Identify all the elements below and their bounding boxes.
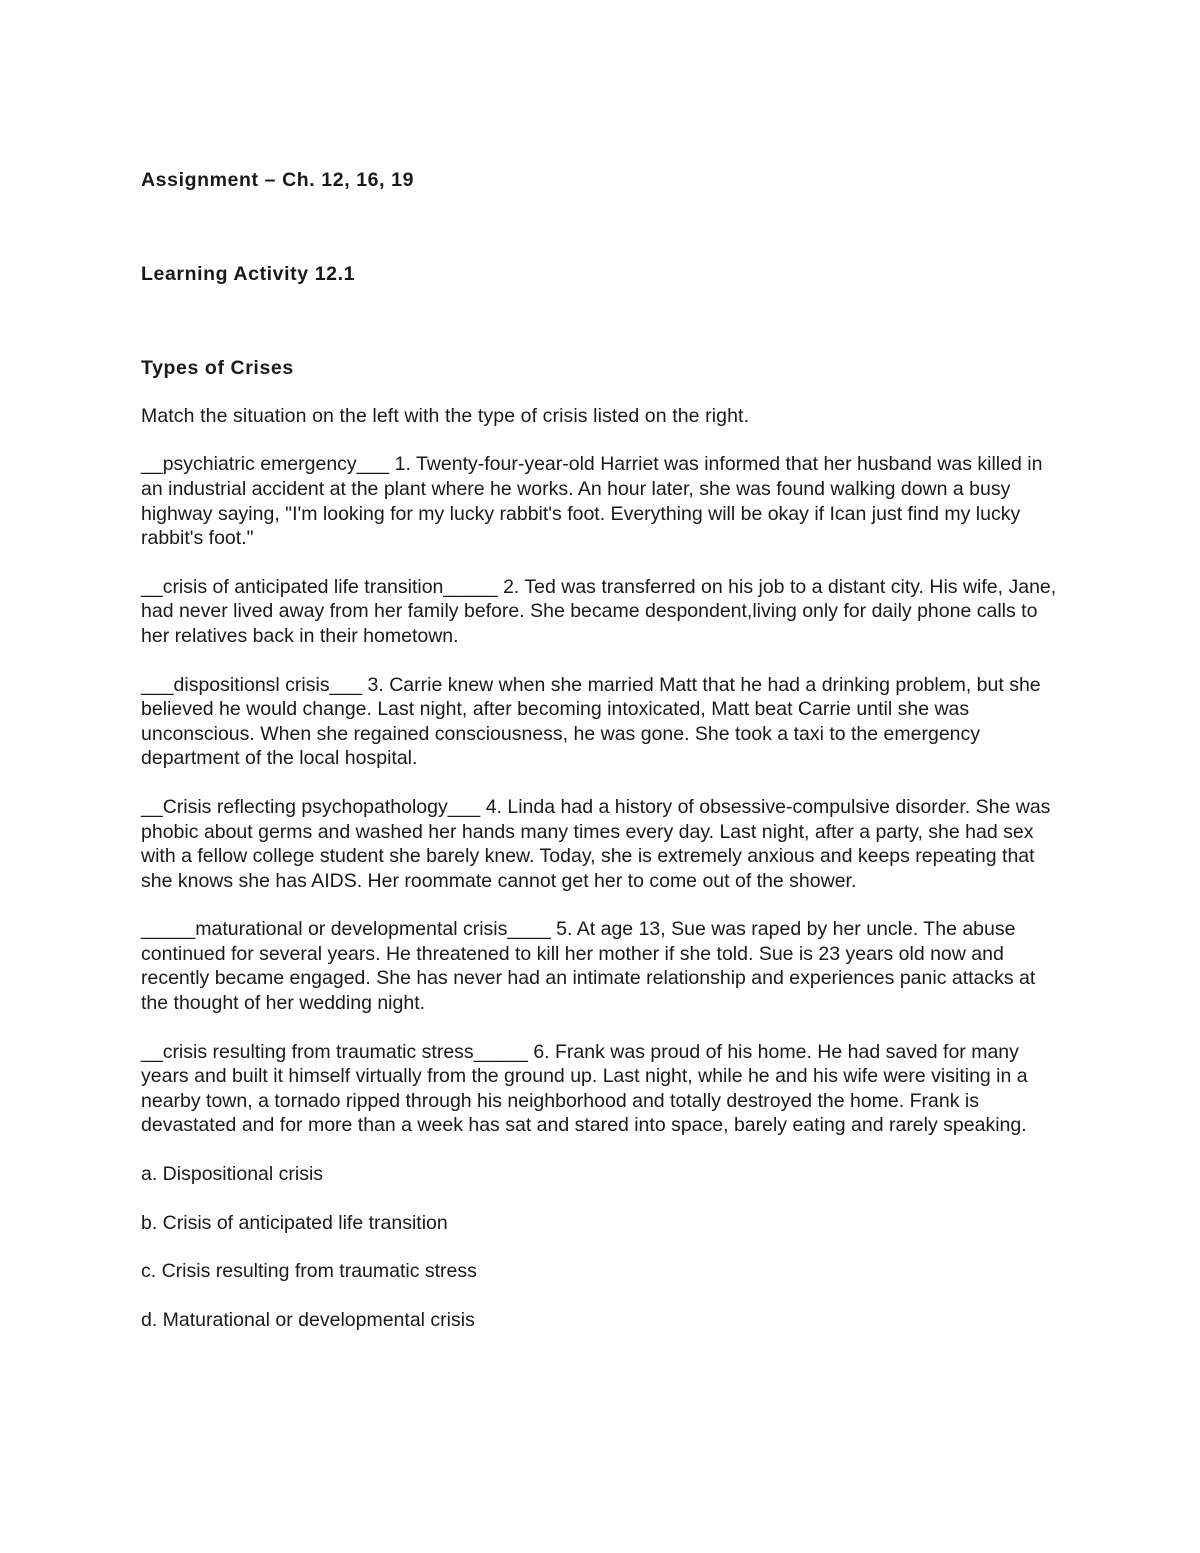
scenario-text-6: 6. Frank was proud of his home. He had saved for many years and built it himself virtually from the ground up. Last night, while he and his wife were visiting in a nearby town, a tornado ripped through his neighborhood and totally destroyed the home. Frank is devastated and for more than a week has sat and stared into space, barely eating and rarely speaking. [141,1040,1028,1137]
matching-item-6 [141,1040,1061,1138]
scenario-text-5: 5. At age 13, Sue was raped by her uncle. The abuse continued for several years. He threatened to kill her mother if she told. Sue is 23 years old now and recently became engaged. She has never had an intimate relationship and experiences panic attacks at the thought of her wedding night. [141,918,1036,1015]
matching-item-4 [141,795,1061,893]
section-heading: Types of Crises [141,357,294,380]
option-b: b. Crisis of anticipated life transition [141,1211,448,1234]
scenario-text-3: 3. Carrie knew when she married Matt that he had a drinking problem, but she believed he would change. Last night, after becoming intoxicated, Matt beat Carrie until she was unconscious. When she regained consciousness, he was gone. She took a taxi to the emergency department of the local hospital. [141,673,1041,770]
assignment-title: Assignment – Ch. 12, 16, 19 [141,169,415,191]
document-body [141,168,1061,1356]
activity-heading: Learning Activity 12.1 [141,262,356,285]
instructions-text: Match the situation on the left with the type of crisis listed on the right. [141,404,750,427]
scenario-text-2: 2. Ted was transferred on his job to a distant city. His wife, Jane, had never lived away from her family before. She became despondent,living only for daily phone calls to her relatives back in their hometown. [141,575,1057,647]
option-c: c. Crisis resulting from traumatic stress [141,1260,477,1283]
answer-blank-2: __crisis of anticipated life transition_____ [141,575,498,598]
answer-blank-3: ___dispositionsl crisis___ [141,673,363,696]
matching-item-3 [141,673,1061,771]
matching-item-1 [141,452,1061,550]
answer-blank-5: _____maturational or developmental crisis____ [141,918,551,941]
matching-item-5 [141,917,1061,1015]
answer-blank-1: __psychiatric emergency___ [141,453,390,476]
scenario-text-1: 1. Twenty-four-year-old Harriet was informed that her husband was killed in an industrial accident at the plant where he works. An hour later, she was found walking down a busy highway saying, "I'm looking for my lucky rabbit's foot. Everything will be okay if Ican just find my lucky rabbit's foot." [141,453,1043,550]
option-a: a. Dispositional crisis [141,1163,324,1186]
answer-blank-6: __crisis resulting from traumatic stress_____ [141,1040,528,1063]
option-d: d. Maturational or developmental crisis [141,1308,475,1331]
matching-item-2 [141,575,1061,649]
scenario-text-4: 4. Linda had a history of obsessive-compulsive disorder. She was phobic about germs and washed her hands many times every day. Last night, after a party, she had sex with a fellow college student she barely knew. Today, she is extremely anxious and keeps repeating that she knows she has AIDS. Her roommate cannot get her to come out of the shower. [141,795,1051,892]
answer-blank-4: __Crisis reflecting psychopathology___ [141,795,481,818]
